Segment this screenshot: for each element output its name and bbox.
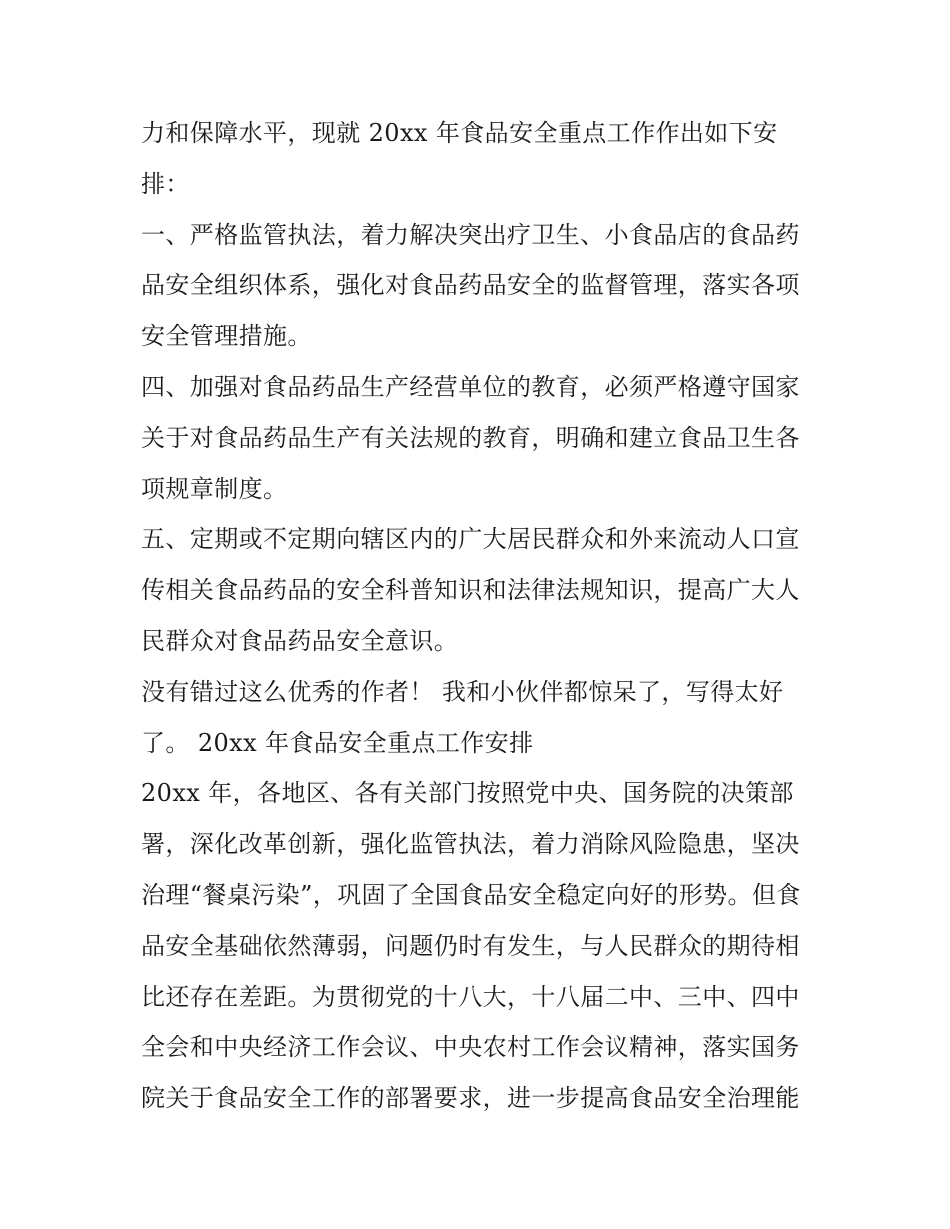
text-line: 品安全组织体系，强化对食品药品安全的监督管理，落实各项 bbox=[141, 271, 800, 300]
text-line: 力和保障水平，现就 20xx 年食品安全重点工作作出如下安 bbox=[141, 119, 778, 147]
text-line: 一、严格监管执法，着力解决突出疗卫生、小食品店的食品药 bbox=[141, 220, 800, 249]
text-line: 比还存在差距。为贯彻党的十八大，十八届二中、三中、四中 bbox=[141, 982, 800, 1011]
text-line: 项规章制度。 bbox=[141, 474, 288, 503]
text-line: 品安全基础依然薄弱，问题仍时有发生，与人民群众的期待相 bbox=[141, 931, 800, 960]
text-line: 民群众对食品药品安全意识。 bbox=[141, 626, 459, 655]
text-line: 排： bbox=[141, 169, 190, 198]
text-line: 四、加强对食品药品生产经营单位的教育，必须严格遵守国家 bbox=[141, 372, 800, 401]
text-line: 院关于食品安全工作的部署要求，进一步提高食品安全治理能 bbox=[141, 1084, 800, 1113]
text-line: 了。 20xx 年食品安全重点工作安排 bbox=[141, 728, 534, 757]
text-line: 署，深化改革创新，强化监管执法，着力消除风险隐患，坚决 bbox=[141, 830, 800, 859]
text-line: 关于对食品药品生产有关法规的教育，明确和建立食品卫生各 bbox=[141, 423, 800, 452]
text-line: 治理“餐桌污染”，巩固了全国食品安全稳定向好的形势。但食 bbox=[141, 880, 801, 909]
document-body bbox=[141, 108, 821, 1124]
text-line: 没有错过这么优秀的作者！ 我和小伙伴都惊呆了，写得太好 bbox=[141, 677, 784, 706]
text-line: 安全管理措施。 bbox=[141, 322, 312, 351]
text-line: 20xx 年，各地区、各有关部门按照党中央、国务院的决策部 bbox=[141, 779, 794, 808]
text-line: 全会和中央经济工作会议、中央农村工作会议精神，落实国务 bbox=[141, 1033, 800, 1062]
text-line: 传相关食品药品的安全科普知识和法律法规知识，提高广大人 bbox=[141, 576, 800, 605]
text-line: 五、定期或不定期向辖区内的广大居民群众和外来流动人口宣 bbox=[141, 525, 800, 554]
